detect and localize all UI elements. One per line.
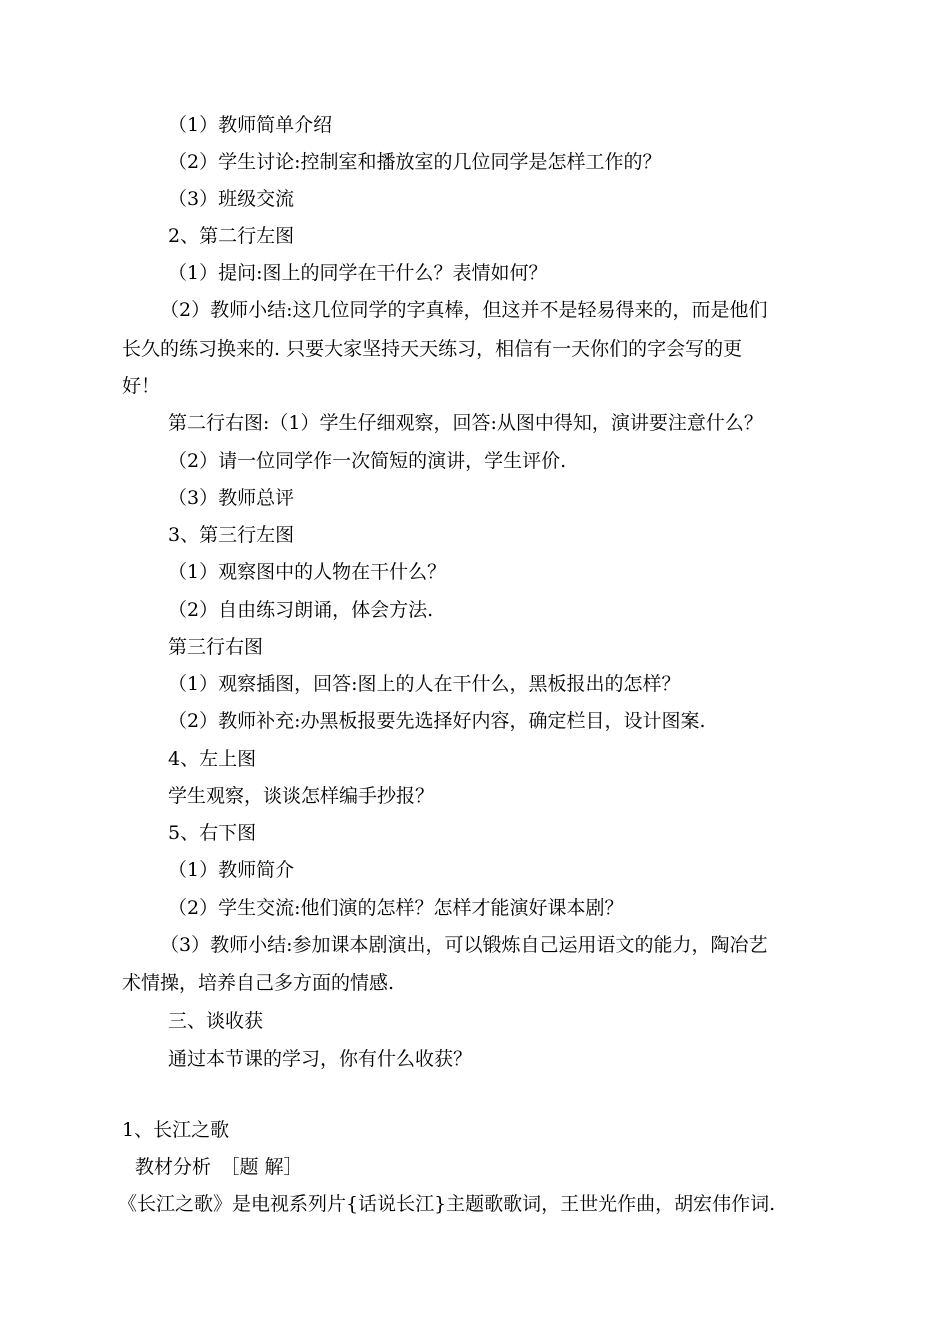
text-line: 三、谈收获: [168, 1010, 264, 1032]
text-line: （1）观察插图，回答:图上的人在干什么，黑板报出的怎样？: [168, 673, 681, 695]
text-line: （2）教师补充:办黑板报要先选择好内容，确定栏目，设计图案.: [168, 710, 706, 732]
text-line: （2）请一位同学作一次简短的演讲，学生评价.: [168, 450, 567, 472]
text-line: 5、右下图: [168, 822, 257, 844]
text-line: 2、第二行左图: [168, 225, 295, 247]
text-line: 第三行右图: [168, 636, 264, 658]
text-line: （2）学生交流:他们演的怎样？怎样才能演好课本剧？: [168, 897, 624, 919]
text-line: （1）教师简介: [168, 859, 295, 881]
section-heading: 1、长江之歌: [122, 1119, 230, 1141]
text-line: 教材分析 ［题 解］: [135, 1156, 303, 1178]
text-line: 3、第三行左图: [168, 524, 295, 546]
text-line: （2）学生讨论:控制室和播放室的几位同学是怎样工作的？: [168, 151, 662, 173]
text-line: 通过本节课的学习，你有什么收获？: [168, 1048, 473, 1070]
text-line: 学生观察，谈谈怎样编手抄报？: [168, 785, 435, 807]
text-line: 长久的练习换来的. 只要大家坚持天天练习，相信有一天你们的字会写的更: [122, 338, 743, 360]
text-line: （1）观察图中的人物在干什么？: [168, 561, 447, 583]
text-line: （1）提问:图上的同学在干什么？表情如何？: [168, 262, 548, 284]
text-line: （2）教师小结:这几位同学的字真棒，但这并不是轻易得来的，而是他们: [160, 299, 768, 321]
text-line: 好！: [122, 375, 161, 397]
text-line: （3）班级交流: [168, 188, 295, 210]
text-line: 《长江之歌》是电视系列片{话说长江}主题歌歌词，王世光作曲，胡宏伟作词.: [118, 1193, 776, 1215]
text-line: （2）自由练习朗诵，体会方法.: [168, 599, 434, 621]
text-line: （1）教师简单介绍: [168, 114, 333, 136]
text-line: 术情操，培养自己多方面的情感.: [122, 972, 395, 994]
text-line: （3）教师总评: [168, 487, 295, 509]
text-line: 第二行右图:（1）学生仔细观察，回答:从图中得知，演讲要注意什么？: [168, 412, 763, 434]
text-line: 4、左上图: [168, 748, 257, 770]
text-line: （3）教师小结:参加课本剧演出，可以锻炼自己运用语文的能力，陶冶艺: [160, 934, 768, 956]
